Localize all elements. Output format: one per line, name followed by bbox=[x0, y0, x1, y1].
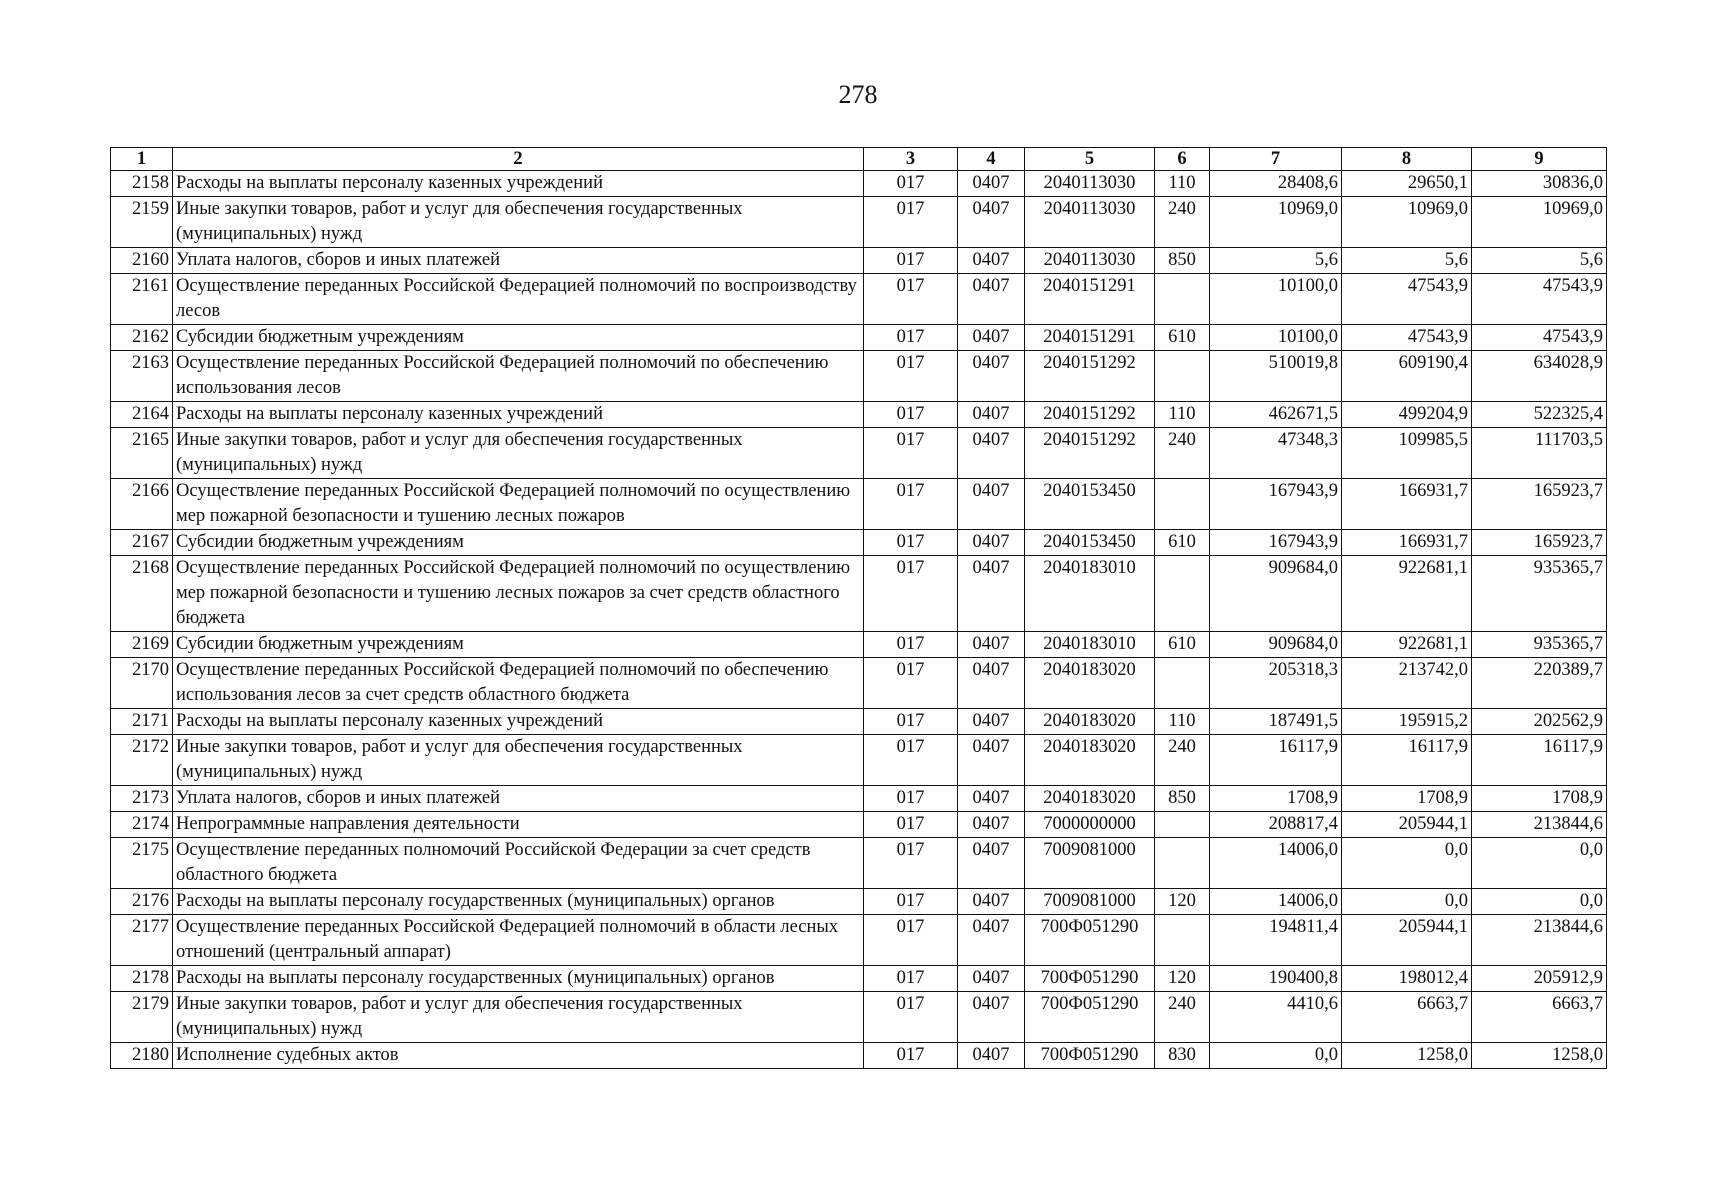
row-number: 2164 bbox=[111, 402, 173, 428]
row-code-5: 7009081000 bbox=[1025, 889, 1155, 915]
row-code-6: 610 bbox=[1155, 632, 1210, 658]
row-code-3: 017 bbox=[864, 171, 958, 197]
row-code-3: 017 bbox=[864, 838, 958, 889]
row-code-5: 2040183020 bbox=[1025, 658, 1155, 709]
row-code-4: 0407 bbox=[958, 1043, 1025, 1069]
column-header: 1 bbox=[111, 148, 173, 171]
row-code-4: 0407 bbox=[958, 966, 1025, 992]
row-code-6: 850 bbox=[1155, 786, 1210, 812]
row-code-5: 2040183020 bbox=[1025, 735, 1155, 786]
row-code-3: 017 bbox=[864, 325, 958, 351]
row-amount-8: 47543,9 bbox=[1342, 325, 1472, 351]
row-amount-7: 4410,6 bbox=[1210, 992, 1342, 1043]
row-code-3: 017 bbox=[864, 786, 958, 812]
table-row bbox=[111, 632, 1607, 658]
row-name: Иные закупки товаров, работ и услуг для обеспечения государственных (муниципальных) нужд bbox=[173, 735, 864, 786]
row-amount-7: 167943,9 bbox=[1210, 530, 1342, 556]
row-code-3: 017 bbox=[864, 658, 958, 709]
row-amount-9: 1258,0 bbox=[1472, 1043, 1607, 1069]
row-number: 2159 bbox=[111, 197, 173, 248]
row-amount-8: 205944,1 bbox=[1342, 915, 1472, 966]
row-amount-7: 16117,9 bbox=[1210, 735, 1342, 786]
row-amount-8: 609190,4 bbox=[1342, 351, 1472, 402]
row-code-3: 017 bbox=[864, 248, 958, 274]
row-code-3: 017 bbox=[864, 556, 958, 632]
row-code-4: 0407 bbox=[958, 556, 1025, 632]
table-row bbox=[111, 479, 1607, 530]
row-number: 2166 bbox=[111, 479, 173, 530]
row-amount-8: 6663,7 bbox=[1342, 992, 1472, 1043]
row-amount-9: 165923,7 bbox=[1472, 479, 1607, 530]
row-amount-7: 462671,5 bbox=[1210, 402, 1342, 428]
row-code-6 bbox=[1155, 479, 1210, 530]
row-name: Уплата налогов, сборов и иных платежей bbox=[173, 786, 864, 812]
row-code-6: 120 bbox=[1155, 889, 1210, 915]
row-number: 2165 bbox=[111, 428, 173, 479]
row-amount-7: 208817,4 bbox=[1210, 812, 1342, 838]
row-code-5: 2040183010 bbox=[1025, 632, 1155, 658]
row-amount-9: 111703,5 bbox=[1472, 428, 1607, 479]
row-amount-9: 205912,9 bbox=[1472, 966, 1607, 992]
row-code-3: 017 bbox=[864, 402, 958, 428]
row-code-4: 0407 bbox=[958, 709, 1025, 735]
row-code-4: 0407 bbox=[958, 428, 1025, 479]
column-header: 9 bbox=[1472, 148, 1607, 171]
row-amount-9: 522325,4 bbox=[1472, 402, 1607, 428]
row-code-4: 0407 bbox=[958, 402, 1025, 428]
row-code-3: 017 bbox=[864, 479, 958, 530]
row-number: 2180 bbox=[111, 1043, 173, 1069]
row-code-6: 110 bbox=[1155, 171, 1210, 197]
row-amount-7: 10100,0 bbox=[1210, 274, 1342, 325]
row-code-4: 0407 bbox=[958, 248, 1025, 274]
row-amount-7: 0,0 bbox=[1210, 1043, 1342, 1069]
row-amount-9: 47543,9 bbox=[1472, 325, 1607, 351]
table-row bbox=[111, 556, 1607, 632]
row-amount-7: 28408,6 bbox=[1210, 171, 1342, 197]
row-code-3: 017 bbox=[864, 197, 958, 248]
row-amount-8: 922681,1 bbox=[1342, 556, 1472, 632]
row-code-5: 2040153450 bbox=[1025, 530, 1155, 556]
row-amount-8: 0,0 bbox=[1342, 889, 1472, 915]
row-amount-8: 195915,2 bbox=[1342, 709, 1472, 735]
row-code-4: 0407 bbox=[958, 171, 1025, 197]
row-code-5: 2040151292 bbox=[1025, 428, 1155, 479]
row-amount-9: 634028,9 bbox=[1472, 351, 1607, 402]
row-amount-8: 922681,1 bbox=[1342, 632, 1472, 658]
row-code-4: 0407 bbox=[958, 889, 1025, 915]
table-row bbox=[111, 709, 1607, 735]
row-code-4: 0407 bbox=[958, 915, 1025, 966]
table-row bbox=[111, 351, 1607, 402]
row-amount-7: 1708,9 bbox=[1210, 786, 1342, 812]
row-amount-9: 1708,9 bbox=[1472, 786, 1607, 812]
row-code-6: 110 bbox=[1155, 709, 1210, 735]
row-code-4: 0407 bbox=[958, 786, 1025, 812]
row-name: Осуществление переданных Российской Федерацией полномочий по осуществлению мер пожарной безопасности и тушению лесных пожаров bbox=[173, 479, 864, 530]
row-amount-9: 0,0 bbox=[1472, 838, 1607, 889]
page-number: 278 bbox=[838, 80, 878, 109]
row-number: 2161 bbox=[111, 274, 173, 325]
row-amount-7: 187491,5 bbox=[1210, 709, 1342, 735]
row-number: 2169 bbox=[111, 632, 173, 658]
row-code-5: 7009081000 bbox=[1025, 838, 1155, 889]
row-amount-7: 205318,3 bbox=[1210, 658, 1342, 709]
row-code-4: 0407 bbox=[958, 530, 1025, 556]
row-name: Расходы на выплаты персоналу казенных учреждений bbox=[173, 171, 864, 197]
row-amount-8: 5,6 bbox=[1342, 248, 1472, 274]
row-code-5: 7000000000 bbox=[1025, 812, 1155, 838]
row-code-4: 0407 bbox=[958, 479, 1025, 530]
row-name: Иные закупки товаров, работ и услуг для обеспечения государственных (муниципальных) нужд bbox=[173, 992, 864, 1043]
row-code-6 bbox=[1155, 812, 1210, 838]
table-row bbox=[111, 171, 1607, 197]
row-code-6: 610 bbox=[1155, 325, 1210, 351]
table-header-row bbox=[111, 148, 1607, 171]
row-code-5: 2040183020 bbox=[1025, 786, 1155, 812]
row-amount-9: 935365,7 bbox=[1472, 556, 1607, 632]
row-number: 2179 bbox=[111, 992, 173, 1043]
row-code-3: 017 bbox=[864, 709, 958, 735]
row-code-6: 850 bbox=[1155, 248, 1210, 274]
row-code-3: 017 bbox=[864, 735, 958, 786]
row-amount-7: 14006,0 bbox=[1210, 889, 1342, 915]
row-number: 2175 bbox=[111, 838, 173, 889]
column-header: 7 bbox=[1210, 148, 1342, 171]
table-row bbox=[111, 966, 1607, 992]
table-row bbox=[111, 786, 1607, 812]
row-code-6 bbox=[1155, 556, 1210, 632]
column-header: 8 bbox=[1342, 148, 1472, 171]
row-code-5: 2040151292 bbox=[1025, 351, 1155, 402]
row-code-6: 830 bbox=[1155, 1043, 1210, 1069]
row-name: Иные закупки товаров, работ и услуг для обеспечения государственных (муниципальных) нужд bbox=[173, 428, 864, 479]
budget-table bbox=[110, 147, 1607, 1069]
table-row bbox=[111, 274, 1607, 325]
row-code-4: 0407 bbox=[958, 658, 1025, 709]
row-amount-9: 16117,9 bbox=[1472, 735, 1607, 786]
row-code-6: 240 bbox=[1155, 992, 1210, 1043]
row-code-6 bbox=[1155, 351, 1210, 402]
row-amount-7: 194811,4 bbox=[1210, 915, 1342, 966]
table-row bbox=[111, 1043, 1607, 1069]
row-code-5: 2040113030 bbox=[1025, 248, 1155, 274]
column-header: 5 bbox=[1025, 148, 1155, 171]
row-code-3: 017 bbox=[864, 889, 958, 915]
row-code-4: 0407 bbox=[958, 812, 1025, 838]
row-amount-7: 47348,3 bbox=[1210, 428, 1342, 479]
row-amount-8: 109985,5 bbox=[1342, 428, 1472, 479]
row-code-3: 017 bbox=[864, 274, 958, 325]
row-code-5: 700Ф051290 bbox=[1025, 915, 1155, 966]
row-amount-7: 10969,0 bbox=[1210, 197, 1342, 248]
row-amount-9: 0,0 bbox=[1472, 889, 1607, 915]
row-name: Расходы на выплаты персоналу государственных (муниципальных) органов bbox=[173, 889, 864, 915]
row-code-3: 017 bbox=[864, 992, 958, 1043]
row-code-6: 240 bbox=[1155, 428, 1210, 479]
row-code-5: 2040151292 bbox=[1025, 402, 1155, 428]
row-code-5: 2040151291 bbox=[1025, 325, 1155, 351]
row-name: Осуществление переданных Российской Федерацией полномочий по обеспечению использования лесов за счет средств областного бюджета bbox=[173, 658, 864, 709]
row-name: Субсидии бюджетным учреждениям bbox=[173, 325, 864, 351]
row-number: 2172 bbox=[111, 735, 173, 786]
row-amount-8: 29650,1 bbox=[1342, 171, 1472, 197]
table-row bbox=[111, 402, 1607, 428]
row-amount-9: 47543,9 bbox=[1472, 274, 1607, 325]
row-amount-9: 5,6 bbox=[1472, 248, 1607, 274]
row-code-5: 2040183010 bbox=[1025, 556, 1155, 632]
row-amount-8: 0,0 bbox=[1342, 838, 1472, 889]
row-code-4: 0407 bbox=[958, 632, 1025, 658]
column-header: 4 bbox=[958, 148, 1025, 171]
row-code-3: 017 bbox=[864, 812, 958, 838]
row-amount-9: 213844,6 bbox=[1472, 915, 1607, 966]
table-row bbox=[111, 530, 1607, 556]
row-amount-8: 166931,7 bbox=[1342, 479, 1472, 530]
row-code-3: 017 bbox=[864, 966, 958, 992]
row-name: Иные закупки товаров, работ и услуг для обеспечения государственных (муниципальных) нужд bbox=[173, 197, 864, 248]
table-row bbox=[111, 838, 1607, 889]
row-amount-8: 198012,4 bbox=[1342, 966, 1472, 992]
table-row bbox=[111, 428, 1607, 479]
row-amount-9: 213844,6 bbox=[1472, 812, 1607, 838]
row-amount-9: 6663,7 bbox=[1472, 992, 1607, 1043]
row-name: Осуществление переданных Российской Федерацией полномочий по воспроизводству лесов bbox=[173, 274, 864, 325]
row-name: Расходы на выплаты персоналу государственных (муниципальных) органов bbox=[173, 966, 864, 992]
row-code-4: 0407 bbox=[958, 197, 1025, 248]
row-code-4: 0407 bbox=[958, 838, 1025, 889]
row-number: 2174 bbox=[111, 812, 173, 838]
row-name: Осуществление переданных полномочий Российской Федерации за счет средств областного бюджета bbox=[173, 838, 864, 889]
row-name: Субсидии бюджетным учреждениям bbox=[173, 632, 864, 658]
row-code-5: 700Ф051290 bbox=[1025, 992, 1155, 1043]
row-amount-8: 205944,1 bbox=[1342, 812, 1472, 838]
row-name: Исполнение судебных актов bbox=[173, 1043, 864, 1069]
row-amount-9: 202562,9 bbox=[1472, 709, 1607, 735]
row-amount-7: 909684,0 bbox=[1210, 632, 1342, 658]
row-number: 2171 bbox=[111, 709, 173, 735]
row-amount-8: 1708,9 bbox=[1342, 786, 1472, 812]
row-amount-8: 1258,0 bbox=[1342, 1043, 1472, 1069]
row-name: Расходы на выплаты персоналу казенных учреждений bbox=[173, 402, 864, 428]
row-amount-8: 10969,0 bbox=[1342, 197, 1472, 248]
row-amount-8: 499204,9 bbox=[1342, 402, 1472, 428]
row-amount-8: 16117,9 bbox=[1342, 735, 1472, 786]
row-code-4: 0407 bbox=[958, 992, 1025, 1043]
table-row bbox=[111, 325, 1607, 351]
row-amount-7: 909684,0 bbox=[1210, 556, 1342, 632]
row-name: Осуществление переданных Российской Федерацией полномочий по осуществлению мер пожарной безопасности и тушению лесных пожаров за счет средств областного бюджета bbox=[173, 556, 864, 632]
row-number: 2168 bbox=[111, 556, 173, 632]
column-header: 3 bbox=[864, 148, 958, 171]
row-code-6: 110 bbox=[1155, 402, 1210, 428]
row-number: 2173 bbox=[111, 786, 173, 812]
row-amount-9: 30836,0 bbox=[1472, 171, 1607, 197]
table-row bbox=[111, 915, 1607, 966]
row-amount-7: 510019,8 bbox=[1210, 351, 1342, 402]
row-code-6 bbox=[1155, 838, 1210, 889]
column-header: 2 bbox=[173, 148, 864, 171]
row-code-5: 700Ф051290 bbox=[1025, 1043, 1155, 1069]
row-code-6 bbox=[1155, 915, 1210, 966]
row-amount-9: 935365,7 bbox=[1472, 632, 1607, 658]
row-code-6: 240 bbox=[1155, 735, 1210, 786]
row-amount-9: 10969,0 bbox=[1472, 197, 1607, 248]
row-amount-8: 213742,0 bbox=[1342, 658, 1472, 709]
row-amount-7: 14006,0 bbox=[1210, 838, 1342, 889]
table-row bbox=[111, 735, 1607, 786]
row-code-5: 2040113030 bbox=[1025, 197, 1155, 248]
row-name: Уплата налогов, сборов и иных платежей bbox=[173, 248, 864, 274]
row-amount-7: 167943,9 bbox=[1210, 479, 1342, 530]
row-code-4: 0407 bbox=[958, 351, 1025, 402]
row-code-4: 0407 bbox=[958, 325, 1025, 351]
row-name: Субсидии бюджетным учреждениям bbox=[173, 530, 864, 556]
row-code-6 bbox=[1155, 274, 1210, 325]
row-amount-9: 165923,7 bbox=[1472, 530, 1607, 556]
row-code-4: 0407 bbox=[958, 274, 1025, 325]
row-code-3: 017 bbox=[864, 351, 958, 402]
row-number: 2162 bbox=[111, 325, 173, 351]
row-code-6: 610 bbox=[1155, 530, 1210, 556]
row-code-4: 0407 bbox=[958, 735, 1025, 786]
table-row bbox=[111, 658, 1607, 709]
table-row bbox=[111, 248, 1607, 274]
row-name: Расходы на выплаты персоналу казенных учреждений bbox=[173, 709, 864, 735]
row-number: 2163 bbox=[111, 351, 173, 402]
row-code-3: 017 bbox=[864, 632, 958, 658]
row-amount-7: 5,6 bbox=[1210, 248, 1342, 274]
row-amount-7: 10100,0 bbox=[1210, 325, 1342, 351]
row-code-6 bbox=[1155, 658, 1210, 709]
row-name: Осуществление переданных Российской Федерацией полномочий в области лесных отношений (центральный аппарат) bbox=[173, 915, 864, 966]
row-code-5: 2040113030 bbox=[1025, 171, 1155, 197]
row-number: 2170 bbox=[111, 658, 173, 709]
row-code-6: 120 bbox=[1155, 966, 1210, 992]
row-name: Осуществление переданных Российской Федерацией полномочий по обеспечению использования лесов bbox=[173, 351, 864, 402]
row-amount-9: 220389,7 bbox=[1472, 658, 1607, 709]
table-row bbox=[111, 197, 1607, 248]
row-code-3: 017 bbox=[864, 428, 958, 479]
row-number: 2160 bbox=[111, 248, 173, 274]
table-row bbox=[111, 812, 1607, 838]
row-code-3: 017 bbox=[864, 915, 958, 966]
row-number: 2158 bbox=[111, 171, 173, 197]
row-code-5: 700Ф051290 bbox=[1025, 966, 1155, 992]
table-row bbox=[111, 992, 1607, 1043]
column-header: 6 bbox=[1155, 148, 1210, 171]
row-code-3: 017 bbox=[864, 1043, 958, 1069]
row-code-5: 2040151291 bbox=[1025, 274, 1155, 325]
row-code-3: 017 bbox=[864, 530, 958, 556]
row-code-5: 2040153450 bbox=[1025, 479, 1155, 530]
row-code-5: 2040183020 bbox=[1025, 709, 1155, 735]
row-number: 2176 bbox=[111, 889, 173, 915]
row-amount-7: 190400,8 bbox=[1210, 966, 1342, 992]
row-number: 2167 bbox=[111, 530, 173, 556]
row-number: 2178 bbox=[111, 966, 173, 992]
row-name: Непрограммные направления деятельности bbox=[173, 812, 864, 838]
row-amount-8: 166931,7 bbox=[1342, 530, 1472, 556]
table-row bbox=[111, 889, 1607, 915]
row-number: 2177 bbox=[111, 915, 173, 966]
row-amount-8: 47543,9 bbox=[1342, 274, 1472, 325]
row-code-6: 240 bbox=[1155, 197, 1210, 248]
